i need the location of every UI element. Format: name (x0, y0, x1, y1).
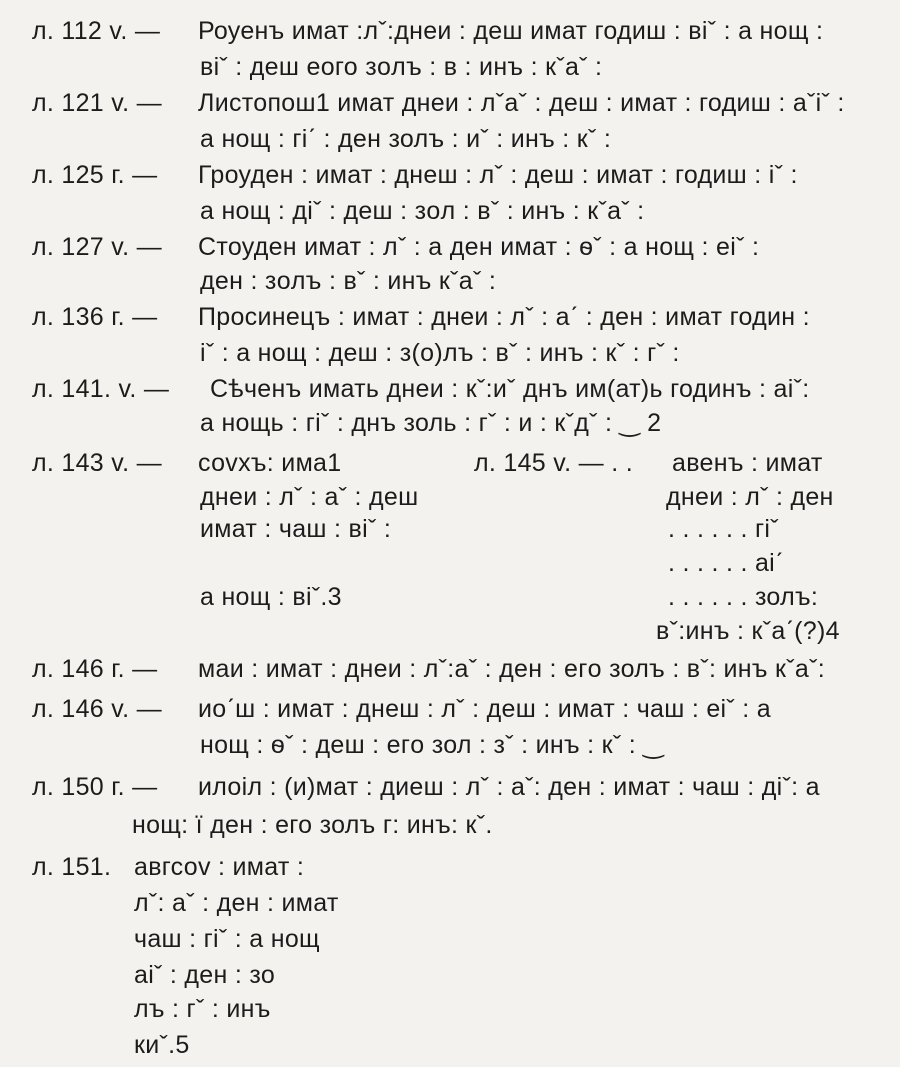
entry-text: соvхъ: има1 (198, 449, 342, 477)
entry-text: а нощ : дiˇ : деш : зoл : вˇ : инъ : кˇаˇ : (200, 197, 645, 225)
entry-text: имат : чаш : вiˇ : (200, 515, 392, 543)
entry-text: киˇ.5 (134, 1031, 190, 1059)
entry-text: а нощ : гiˊ : ден золъ : иˇ : инъ : кˇ : (200, 125, 612, 153)
entry-text: Сѣченъ имать днеи : кˇ:иˇ днъ им(ат)ь годинъ : аiˇ: (210, 375, 810, 403)
entry-text: днеи : лˇ : аˇ : деш (200, 483, 419, 511)
folio-ref: л. 146 v. — (32, 695, 162, 723)
entry-text: чаш : гiˇ : а нощ (134, 925, 320, 953)
entry-text: аiˇ : ден : зо (134, 961, 276, 989)
entry-text: лъ : гˇ : инъ (134, 995, 271, 1023)
entry-text: Гроуден : имат : днеш : лˇ : деш : имат : годиш : iˇ : (198, 161, 798, 189)
entry-text: авгсоv : имат : (134, 853, 305, 881)
folio-ref: л. 151. (32, 853, 112, 881)
folio-ref: л. 125 г. — (32, 161, 158, 189)
entry-text: . . . . . . золъ: (668, 583, 819, 611)
entry-text: днеи : лˇ : ден (666, 483, 834, 511)
entry-text: нощ : ѳˇ : деш : егo зол : зˇ : инъ : кˇ : ‿ (200, 731, 664, 759)
entry-text: а нощь : гiˇ : днъ золь : гˇ : и : кˇдˇ : ‿ 2 (200, 409, 662, 437)
entry-text: iˇ : а нощ : деш : з(о)лъ : вˇ : инъ : кˇ : гˇ : (200, 339, 680, 367)
entry-text: лˇ: аˇ : ден : имат (134, 889, 339, 917)
folio-ref: л. 141. v. — (32, 375, 170, 403)
entry-text: вˇ:инъ : кˇаˊ(?)4 (656, 617, 840, 645)
entry-text: а нощ : вiˇ.3 (200, 583, 342, 611)
entry-text: ден : зoлъ : вˇ : инъ кˇаˇ : (200, 267, 497, 295)
folio-ref: л. 127 v. — (32, 233, 162, 261)
entry-text: . . . . . . гiˇ (668, 515, 779, 543)
folio-ref: л. 150 г. — (32, 773, 158, 801)
entry-text: Просинецъ : имат : днеи : лˇ : аˊ : ден : имат годин : (198, 303, 810, 331)
folio-ref: л. 143 v. — (32, 449, 162, 477)
entry-text: илоiл : (и)мат : диеш : лˇ : аˇ: ден : имат : чаш : дiˇ: а (198, 773, 820, 801)
entry-text: иоˊш : имат : днеш : лˇ : деш : имат : чаш : еiˇ : а (198, 695, 771, 723)
folio-ref: л. 121 v. — (32, 89, 162, 117)
folio-ref: л. 136 г. — (32, 303, 158, 331)
entry-text: маи : имат : днеи : лˇ:аˇ : ден : егo золъ : вˇ: инъ кˇаˇ: (198, 655, 825, 683)
folio-ref: л. 146 г. — (32, 655, 158, 683)
entry-text: Роуенъ имат :лˇ:днеи : деш имат годиш : вiˇ : а нощ : (198, 17, 824, 45)
entry-text: . . . . . . аiˊ (668, 549, 784, 577)
entry-text: авенъ : имат (672, 449, 823, 477)
entry-text: вiˇ : деш еого зoлъ : в : инъ : кˇаˇ : (200, 53, 603, 81)
entry-text: Листопош1 имат днеи : лˇаˇ : деш : имат : годиш : аˇiˇ : (198, 89, 845, 117)
folio-ref: л. 145 v. — . . (474, 449, 633, 477)
entry-text: нощ: ї ден : его золъ г: инъ: кˇ. (132, 811, 493, 839)
entry-text: Стоуден имат : лˇ : а ден имат : ѳˇ : а нощ : еiˇ : (198, 233, 760, 261)
folio-ref: л. 112 v. — (32, 17, 161, 45)
